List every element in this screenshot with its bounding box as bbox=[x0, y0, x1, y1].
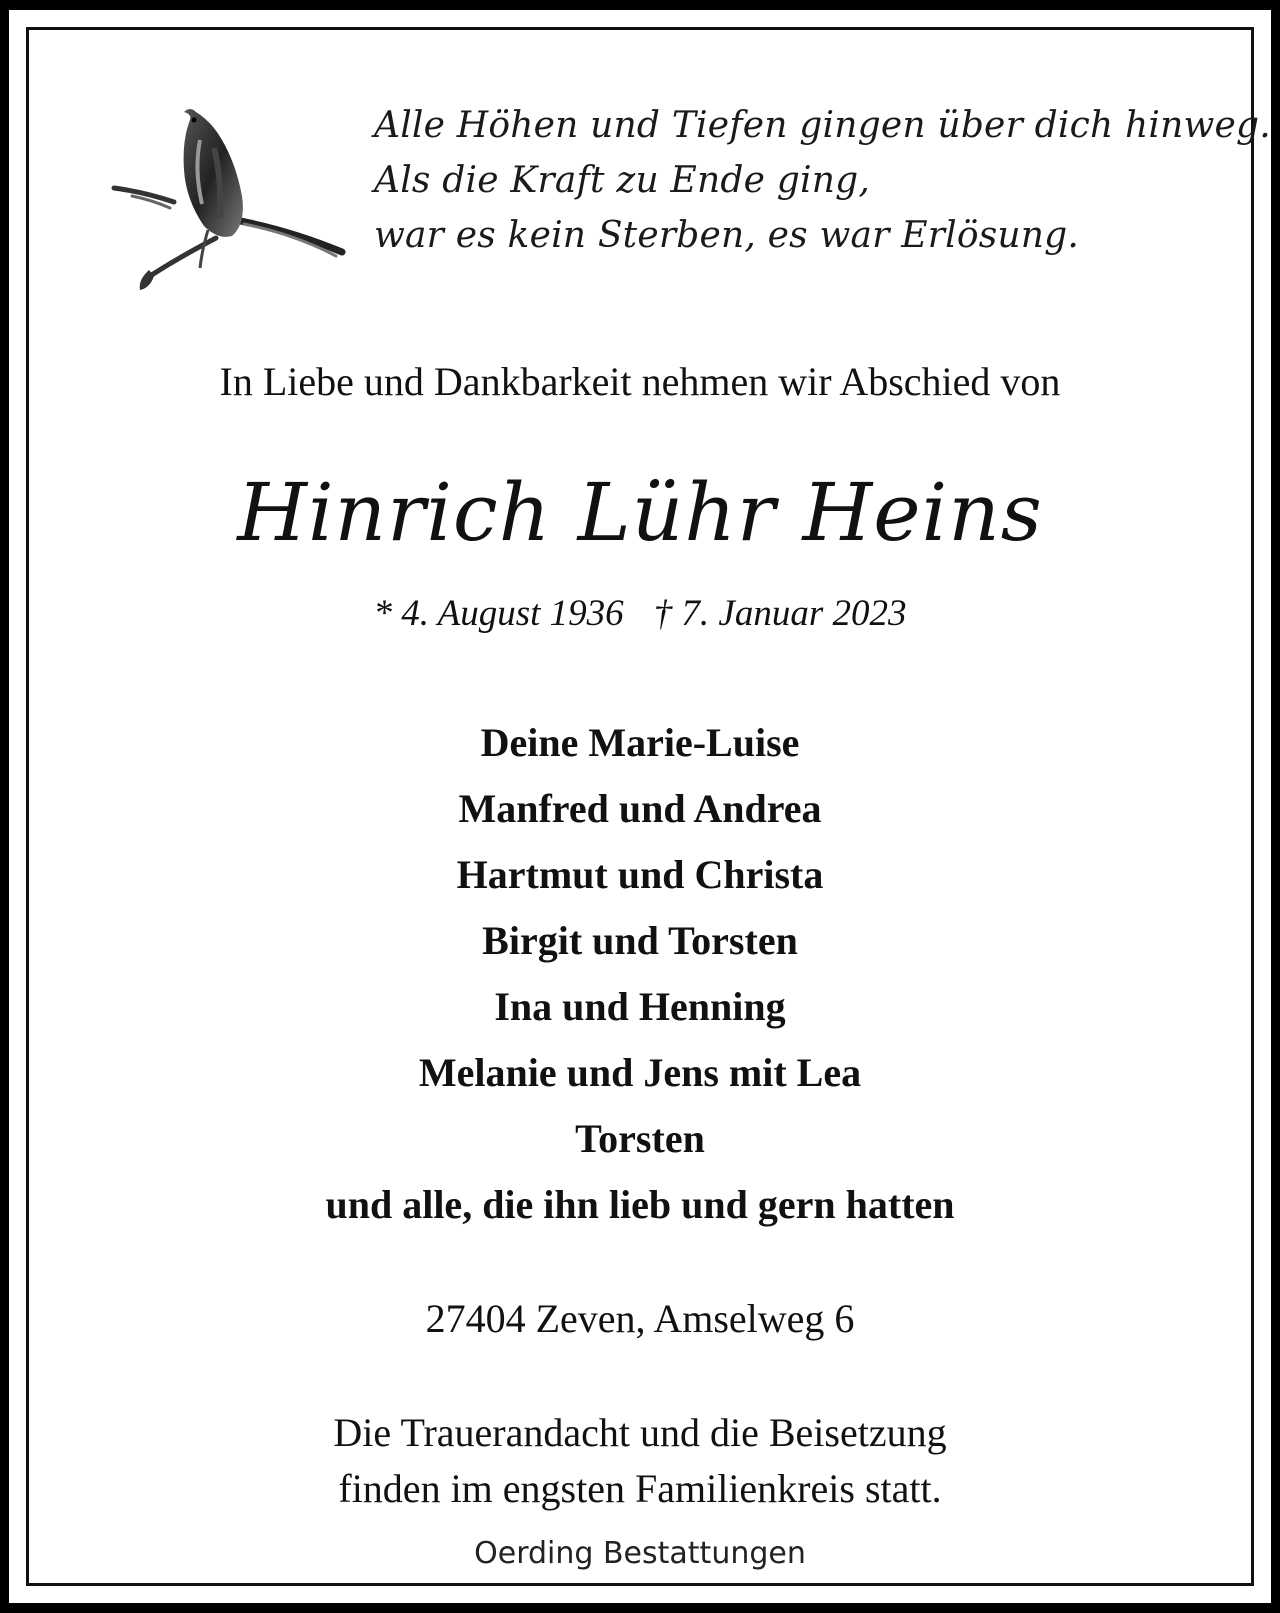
notice-line: Die Trauerandacht und die Beisetzung bbox=[333, 1410, 947, 1455]
intro-text: In Liebe und Dankbarkeit nehmen wir Abschied von bbox=[219, 359, 1061, 404]
mourner-line: Deine Marie-Luise bbox=[480, 720, 800, 765]
undertaker-name: Oerding Bestattungen bbox=[474, 1536, 806, 1571]
obituary-sheet bbox=[9, 10, 1271, 1603]
mourner-line: und alle, die ihn lieb und gern hatten bbox=[325, 1182, 955, 1227]
mourner-line: Manfred und Andrea bbox=[458, 786, 822, 831]
death-date: † 7. Januar 2023 bbox=[653, 593, 907, 634]
mourners-list bbox=[9, 710, 1271, 1238]
verse-line: Als die Kraft zu Ende ging, bbox=[374, 160, 871, 201]
mourner-line: Birgit und Torsten bbox=[482, 918, 798, 963]
bird-on-branch-icon bbox=[104, 100, 364, 310]
verse-line: Alle Höhen und Tiefen gingen über dich hinweg. bbox=[374, 105, 1271, 146]
notice-line: finden im engsten Familienkreis statt. bbox=[338, 1466, 942, 1511]
mourner-line: Melanie und Jens mit Lea bbox=[418, 1050, 862, 1095]
verse-quote bbox=[374, 98, 1271, 263]
mourner-line: Ina und Henning bbox=[494, 984, 786, 1029]
service-notice bbox=[9, 1405, 1271, 1517]
mourner-line: Hartmut und Christa bbox=[456, 852, 824, 897]
address: 27404 Zeven, Amselweg 6 bbox=[425, 1296, 855, 1341]
deceased-name: Hinrich Lühr Heins bbox=[237, 466, 1043, 559]
life-dates bbox=[9, 592, 1271, 636]
mourner-line: Torsten bbox=[575, 1116, 705, 1161]
verse-line: war es kein Sterben, es war Erlösung. bbox=[374, 215, 1080, 256]
birth-date: * 4. August 1936 bbox=[373, 593, 624, 634]
